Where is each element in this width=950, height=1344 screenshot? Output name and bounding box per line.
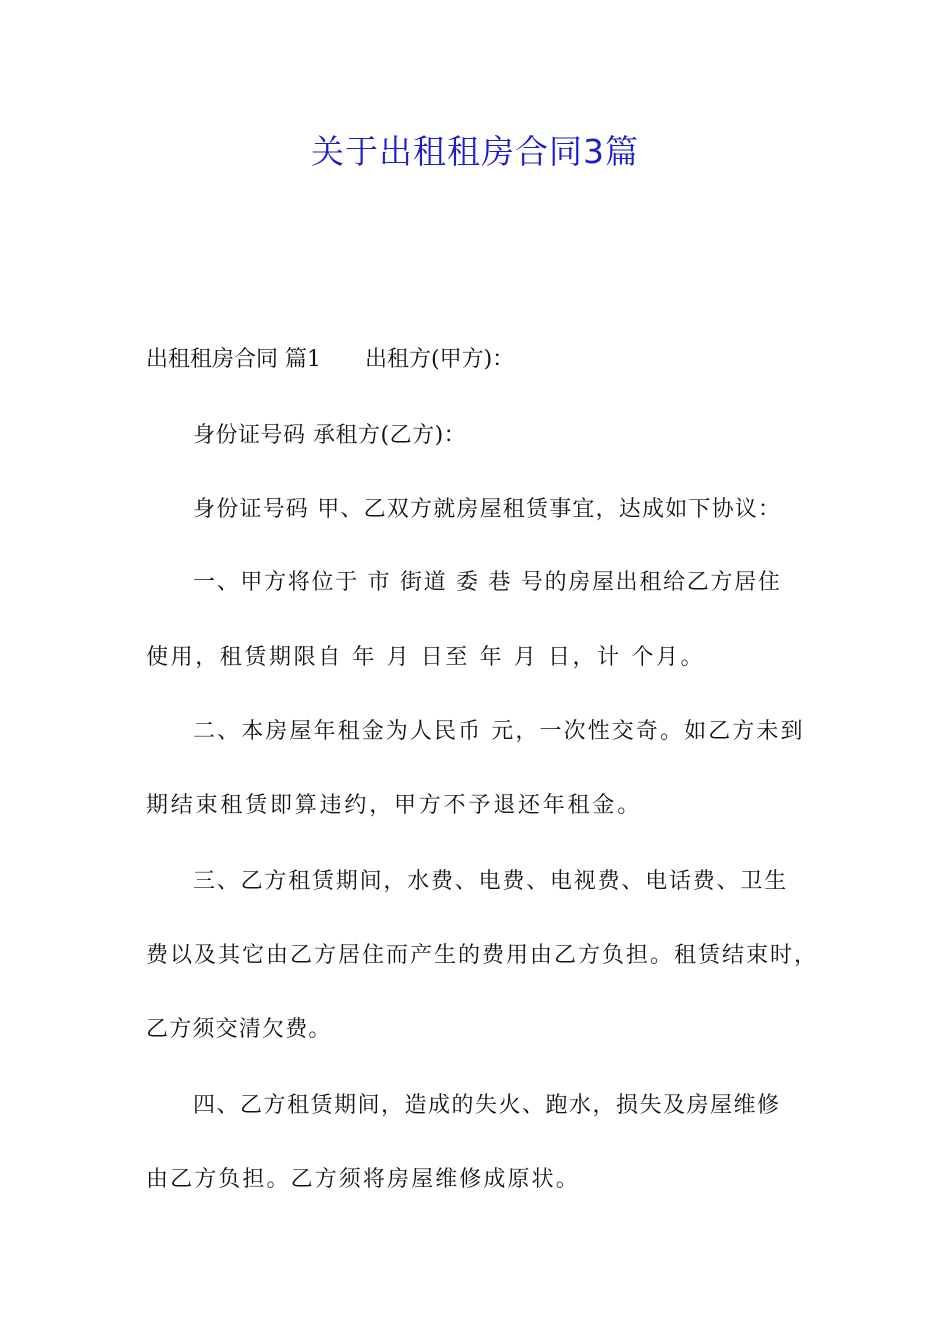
document-title: 关于出租租房合同3篇: [311, 132, 639, 171]
paragraph-line: 费以及其它由乙方居住而产生的费用由乙方负担。租赁结束时，: [146, 943, 819, 968]
contract-heading: 出租租房合同 篇1: [146, 347, 321, 372]
paragraph-line: 由乙方负担。乙方须将房屋维修成原状。: [146, 1167, 580, 1192]
paragraph-line: 三、乙方租赁期间，水费、电费、电视费、电话费、卫生: [193, 869, 789, 894]
paragraph-line: 二、本房屋年租金为人民币 元，一次性交奇。如乙方未到: [193, 719, 805, 744]
paragraph-line: 四、乙方租赁期间，造成的失火、跑水，损失及房屋维修: [193, 1093, 781, 1118]
paragraph-line: 一、甲方将位于 市 街道 委 巷 号的房屋出租给乙方居住: [193, 570, 782, 595]
paragraph-line: 乙方须交清欠费。: [146, 1017, 332, 1042]
paragraph-line: 使用，租赁期限自 年 月 日至 年 月 日，计 个月。: [146, 645, 706, 670]
paragraph-line: 期结束租赁即算违约，甲方不予退还年租金。: [146, 793, 643, 818]
paragraph-line: [146, 345, 836, 375]
lessor-label: 出租方(甲方)：: [365, 347, 515, 372]
paragraph-line: 身份证号码 甲、乙双方就房屋租赁事宜，达成如下协议：: [193, 497, 782, 522]
paragraph-line: 身份证号码 承租方(乙方)：: [193, 423, 467, 448]
